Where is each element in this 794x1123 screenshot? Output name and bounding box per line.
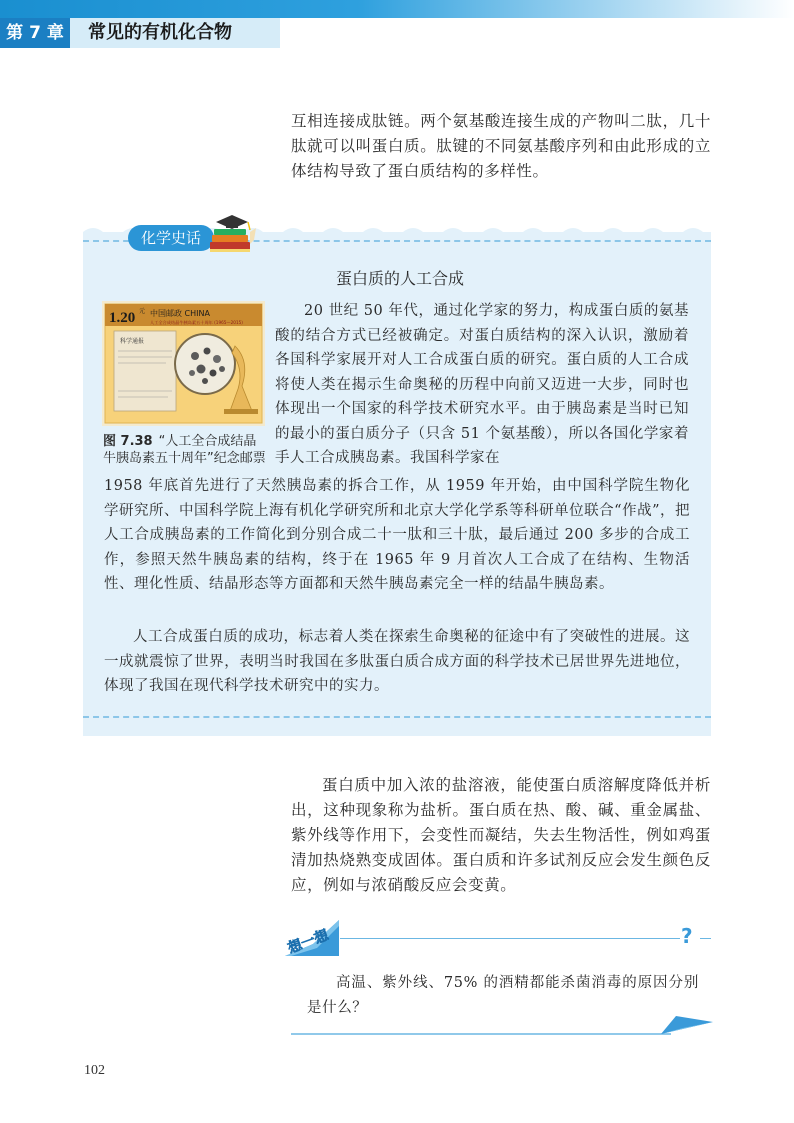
body-paragraph-middle: 蛋白质中加入浓的盐溶液，能使蛋白质溶解度降低并析出，这种现象称为盐析。蛋白质在热、酸、碱、重金属盐、紫外线等作用下，会变性而凝结，失去生物活性，例如鸡蛋清加热烧熟变成固体。蛋白质和许多试剂反应会发生颜色反应，例如与浓硝酸反应会变黄。	[291, 776, 711, 894]
think-bottom-arrow	[291, 1012, 713, 1038]
chapter-number: 第 7 章	[0, 18, 70, 48]
stamp-denomination: 1.20	[109, 310, 136, 326]
history-title: 蛋白质的人工合成	[335, 269, 464, 288]
history-paragraph-1: 20 世纪 50 年代，通过化学家的努力，构成蛋白质的氨基酸的结合方式已经被确定。对蛋白质结构的深入认识，激励着各国科学家展开对人工合成蛋白质的研究。蛋白质的人工合成将使人类在揭示生命奥秘的历程中向前又迈进一大步，同时也体现出一个国家的科学技术研究水平。由于胰岛素是当时已知的最小的蛋白质分子（只含 51 个氨基酸），所以各国化学家着手人工合成胰岛素。我国科学家在	[275, 303, 689, 466]
books-graduation-cap-icon	[206, 210, 258, 256]
body-paragraph-top: 互相连接成肽链。两个氨基酸连接生成的产物叫二肽，几十肽就可以叫蛋白质。肽键的不同氨基酸序列和由此形成的立体结构导致了蛋白质结构的多样性。	[291, 112, 711, 180]
figure-caption-text: “人工全合成结晶牛胰岛素五十周年”纪念邮票	[103, 434, 266, 466]
commemorative-stamp-image	[102, 301, 265, 426]
figure-caption	[103, 433, 268, 467]
think-rule	[340, 938, 680, 939]
question-mark-icon: ?	[681, 924, 693, 948]
stamp-inset-text: 科学通报	[120, 338, 145, 345]
think-badge-icon	[283, 918, 341, 958]
history-paragraph-1-continued: 1958 年底首先进行了天然胰岛素的拆合工作，从 1959 年开始，由中国科学院生物化学研究所、中国科学院上海有机化学研究所和北京大学化学系等科研单位联合“作战”，把人工合成胰岛素的工作简化到分别合成二十一肽和三十肽，最后通过 200 多步的合成工作，参照天然牛胰岛素的结构，终于在 1965 年 9 月首次人工合成了在结构、生物活性、理化性质、结晶形态等方面都和天然牛胰岛素完全一样的结晶牛胰岛素。	[104, 478, 690, 592]
dashed-divider-bottom	[83, 716, 711, 718]
think-rule-end	[700, 938, 711, 939]
figure-number: 图 7.38	[103, 434, 153, 449]
stamp-currency: 元	[139, 308, 146, 315]
think-question: 高温、紫外线、75% 的酒精都能杀菌消毒的原因分别是什么？	[307, 975, 699, 1016]
header-band	[0, 0, 794, 18]
stamp-subtitle: 人工全合成结晶牛胰岛素五十周年 (1965—2015)	[150, 320, 243, 325]
page-number: 102	[84, 1063, 105, 1078]
chapter-title: 常见的有机化合物	[70, 18, 280, 48]
think-label: 想一想	[285, 927, 331, 957]
history-tag: 化学史话	[128, 225, 214, 251]
stamp-issuer: 中国邮政 CHINA	[150, 309, 210, 318]
history-paragraph-2: 人工合成蛋白质的成功，标志着人类在探索生命奥秘的征途中有了突破性的进展。这一成就震惊了世界，表明当时我国在多肽蛋白质合成方面的科学技术已居世界先进地位，体现了我国在现代科学技术研究中的实力。	[104, 629, 690, 694]
